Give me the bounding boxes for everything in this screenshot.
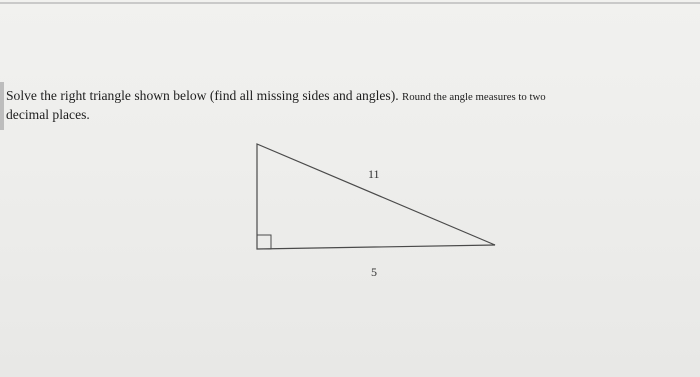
triangle-outline xyxy=(257,144,495,249)
hypotenuse-label: 11 xyxy=(368,167,380,181)
question-line-1-rounding: Round the angle measures to two xyxy=(402,91,546,103)
right-angle-marker xyxy=(257,235,271,249)
question-line-2: decimal places. xyxy=(6,107,90,122)
base-label: 5 xyxy=(371,265,377,279)
question-line-1-main: Solve the right triangle shown below (find all missing sides and angles). xyxy=(6,88,403,103)
